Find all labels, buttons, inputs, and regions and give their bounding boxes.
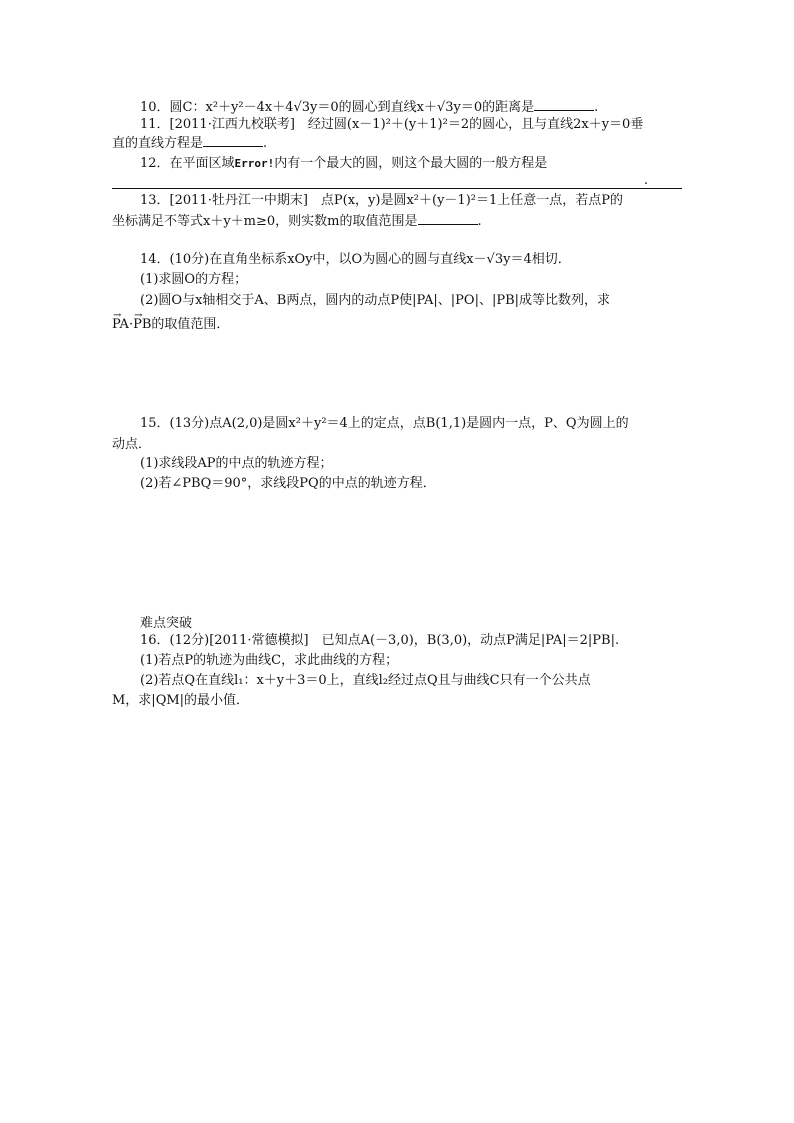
question-15-line1: 15．(13分)点A(2,0)是圆x²＋y²＝4上的定点，点B(1,1)是圆内一点，P、Q为圆上的 xyxy=(140,416,629,431)
question-16-line1: 16．(12分)[2011·常德模拟] 已知点A(－3,0)，B(3,0)，动点P满足|PA|＝2|PB|. xyxy=(140,633,620,648)
dot-operator: · xyxy=(128,317,134,332)
question-16-line4: M，求|QM|的最小值． xyxy=(112,693,250,708)
question-16-sub1: (1)若点P的轨迹为曲线C，求此曲线的方程； xyxy=(140,653,399,668)
answer-blank xyxy=(203,134,263,147)
error-placeholder: Error! xyxy=(234,157,275,170)
q12-after: 内有一个最大的圆，则这个最大圆的一般方程是 xyxy=(274,156,548,171)
q13-end: . xyxy=(477,214,482,229)
question-14-line4 xyxy=(112,316,682,334)
question-14-line1: 14．(10分)在直角坐标系xOy中，以O为圆心的圆与直线x－√3y＝4相切． xyxy=(140,252,571,267)
question-14-sub2: (2)圆O与x轴相交于A、B两点，圆内的动点P使|PA|、|PO|、|PB|成等比数列，求 xyxy=(140,293,611,308)
question-14-sub1: (1)求圆O的方程； xyxy=(140,272,248,287)
question-15-line2: 动点． xyxy=(112,437,152,452)
q10-end: . xyxy=(594,100,599,115)
question-11-line2 xyxy=(112,134,682,153)
q11-text: 直的直线方程是 xyxy=(112,136,204,151)
q14-tail: 的取值范围． xyxy=(151,317,230,332)
question-11-line1: 11．[2011·江西九校联考] 经过圆(x－1)²＋(y＋1)²＝2的圆心，且与直线2x＋y＝0垂 xyxy=(140,117,644,132)
question-12 xyxy=(140,155,710,173)
vector-pa: → PA xyxy=(112,316,129,334)
answer-blank xyxy=(534,98,594,111)
answer-rule xyxy=(112,188,682,189)
section-title: 难点突破 xyxy=(140,616,193,631)
question-10 xyxy=(140,98,710,117)
q10-text: 10．圆C：x²＋y²－4x＋4√3y＝0的圆心到直线x＋√3y＝0的距离是 xyxy=(140,100,535,115)
question-15-sub2: (2)若∠PBQ＝90°，求线段PQ的中点的轨迹方程． xyxy=(140,476,436,491)
question-13-line2 xyxy=(112,212,682,231)
question-13-line1: 13．[2011·牡丹江一中期末] 点P(x，y)是圆x²＋(y－1)²＝1上任意一点，若点P的 xyxy=(140,193,623,208)
q13-text: 坐标满足不等式x＋y＋m≥0，则实数m的取值范围是 xyxy=(112,214,418,229)
q11-end: . xyxy=(263,136,268,151)
q12-end: . xyxy=(643,173,648,188)
question-16-sub2: (2)若点Q在直线l₁：x＋y＋3＝0上，直线l₂经过点Q且与曲线C只有一个公共点 xyxy=(140,673,591,688)
answer-blank xyxy=(418,212,478,225)
vector-pb: → PB xyxy=(133,316,151,334)
q12-before: 12．在平面区域 xyxy=(140,156,235,171)
question-15-sub1: (1)求线段AP的中点的轨迹方程； xyxy=(140,456,333,471)
